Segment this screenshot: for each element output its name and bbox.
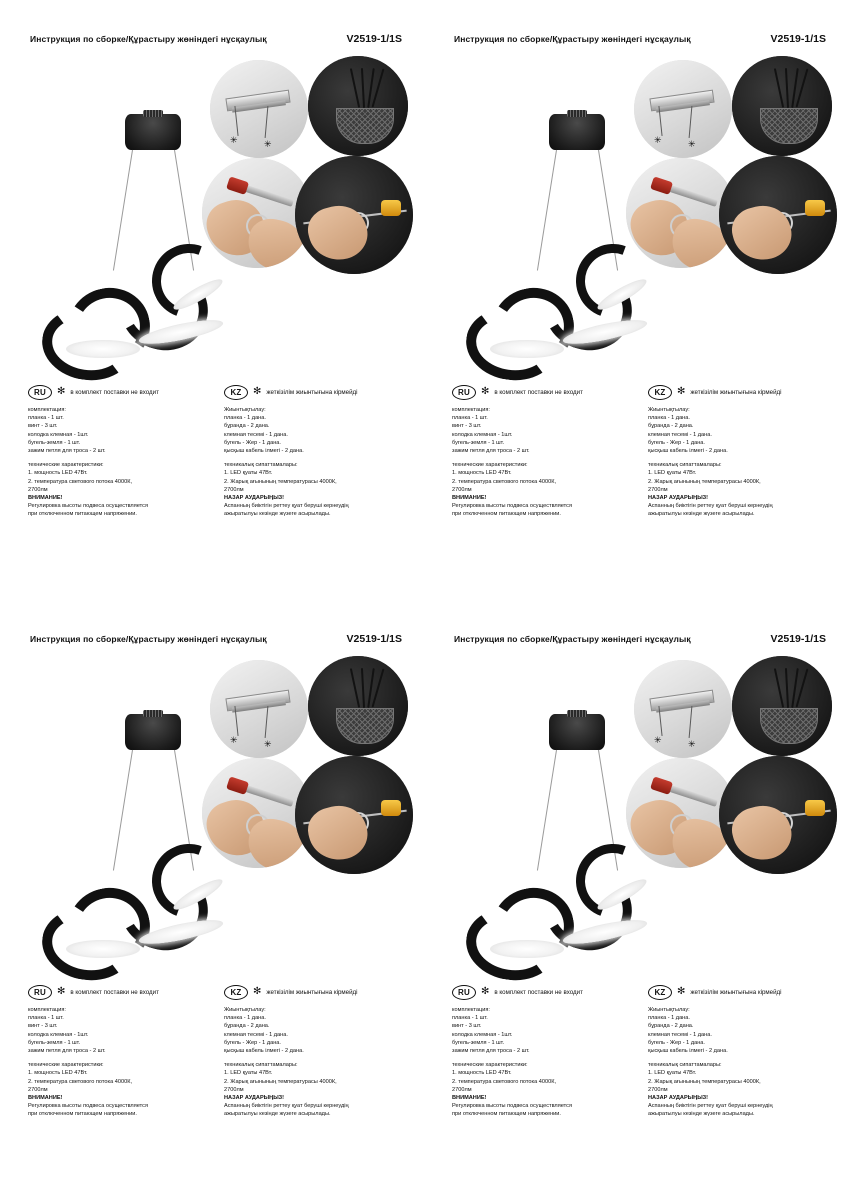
kz-not-included-note: жеткізілім жиынтығына кірмейді (690, 988, 782, 996)
ru-specs-heading: технические характеристики: (28, 462, 104, 469)
step-bubble-mesh (308, 656, 408, 756)
kz-specs-heading: техникалық сипаттамалары: (224, 462, 298, 469)
kz-kit-item: бугель - Жер - 1 дана. (648, 439, 705, 446)
cable-bundle-icon (774, 68, 804, 110)
kz-badge-row (224, 385, 404, 399)
step-bubble-bracket (634, 660, 732, 758)
kz-kit-heading: Жиынтықтылау: (648, 407, 690, 413)
step-bubble-mesh (732, 656, 832, 756)
step-bubble-clamp (295, 756, 413, 874)
step-bubble-clamp (719, 756, 837, 874)
step-bubble-bracket (210, 660, 308, 758)
ru-specs-heading: технические характеристики: (452, 1062, 528, 1069)
star-marker-icon: ✳ (688, 139, 696, 149)
led-glow-1 (490, 340, 564, 358)
ru-kit-item: зажим петля для троса - 2 шт. (28, 448, 106, 455)
kz-specs-item: 2. Жарық ағынының температурасы 4000К, (224, 478, 337, 485)
asterisk-icon: ✻ (253, 386, 262, 397)
language-badge-ru: RU (452, 985, 476, 1000)
page-title: Инструкция по сборке/Құрастыру жөніндегі нұсқаулық (30, 634, 267, 644)
kz-specs-heading: техникалық сипаттамалары: (648, 462, 722, 469)
cable-clamp-icon (805, 800, 825, 816)
instruction-panel (424, 0, 848, 600)
ru-specs-item: 2. температура светового потока 4000К, (452, 478, 557, 485)
kz-column (648, 385, 828, 519)
kz-kit-item: бұранда - 2 дана. (648, 423, 694, 430)
ru-kit-item: винт - 3 шт. (28, 423, 58, 430)
kz-specs-item: 2. Жарық ағынының температурасы 4000К, (648, 1078, 761, 1085)
cable-clamp-icon (381, 800, 401, 816)
instruction-text (452, 385, 828, 519)
kz-kit-item: бұранда - 2 дана. (224, 1023, 270, 1030)
instruction-text (28, 385, 404, 519)
kz-warning-heading: НАЗАР АУДАРЫҢЫЗ! (224, 495, 285, 502)
kz-column (224, 385, 404, 519)
kz-kit-item: бұранда - 2 дана. (224, 423, 270, 430)
kz-kit-item: клемная тесемі - 1 дана. (224, 1031, 288, 1038)
cable-clamp-icon (805, 200, 825, 216)
model-number: V2519-1/1S (770, 633, 826, 645)
ru-warning-heading: ВНИМАНИЕ! (28, 1095, 63, 1102)
step-bubble-mesh (308, 56, 408, 156)
cable-bundle-icon (350, 68, 380, 110)
language-badge-ru: RU (452, 385, 476, 400)
kz-kit-item: қысқыш кабель ілмегі - 2 дана. (648, 448, 728, 455)
ru-specs-item: 2. температура светового потока 4000К, (28, 478, 133, 485)
ru-specs-item: 2700лм (452, 1086, 472, 1093)
kz-badge-row (648, 385, 828, 399)
kz-specs-item: 1. LED қуаты 47Вт. (224, 470, 273, 477)
ru-warning-line: при отключенном питающем напряжении. (452, 511, 561, 518)
ru-kit-block (452, 1006, 632, 1119)
ru-kit-item: зажим петля для троса - 2 шт. (28, 1048, 106, 1055)
ru-not-included-note: в комплект поставки не входит (70, 388, 159, 396)
suspension-cable-left (537, 150, 557, 271)
ru-specs-item: 1. мощность LED 47Вт. (452, 1070, 512, 1077)
kz-warning-line: Аспанның биіктігін реттеу қуат беруші кернеудің (648, 1103, 773, 1110)
star-marker-icon: ✳ (264, 139, 272, 149)
suspension-cable-left (113, 150, 133, 271)
kz-kit-heading: Жиынтықтылау: (648, 1007, 690, 1013)
instruction-text (28, 985, 404, 1119)
star-marker-icon: ✳ (230, 135, 238, 145)
asterisk-icon: ✻ (677, 386, 686, 397)
led-glow-1 (66, 340, 140, 358)
ru-kit-item: колодка клемная - 1шт. (452, 1031, 513, 1038)
panel-header (30, 633, 402, 645)
kz-kit-item: планка - 1 дана. (224, 415, 266, 422)
ceiling-canopy-icon (125, 114, 181, 150)
kz-kit-item: бугель - Жер - 1 дана. (648, 1039, 705, 1046)
ru-specs-item: 2. температура светового потока 4000К, (28, 1078, 133, 1085)
kz-kit-block (648, 1006, 828, 1119)
kz-specs-item: 2700лм (224, 1086, 244, 1093)
ru-badge-row (28, 985, 208, 999)
step-bubble-bracket (210, 60, 308, 158)
ru-kit-item: планка - 1 шт. (28, 1015, 64, 1022)
ru-kit-item: колодка клемная - 1шт. (28, 1031, 89, 1038)
ru-badge-row (452, 385, 632, 399)
ru-warning-line: при отключенном питающем напряжении. (28, 511, 137, 518)
ru-kit-item: винт - 3 шт. (452, 1023, 482, 1030)
kz-not-included-note: жеткізілім жиынтығына кірмейді (266, 388, 358, 396)
kz-kit-block (224, 1006, 404, 1119)
kz-warning-line: ажыратылуы кезінде жүзеге асырылады. (648, 1111, 755, 1118)
ru-warning-heading: ВНИМАНИЕ! (28, 495, 63, 502)
kz-kit-heading: Жиынтықтылау: (224, 407, 266, 413)
kz-badge-row (224, 985, 404, 999)
ru-warning-line: при отключенном питающем напряжении. (452, 1111, 561, 1118)
ru-warning-heading: ВНИМАНИЕ! (452, 495, 487, 502)
ru-column (452, 385, 632, 519)
kz-specs-item: 2700лм (648, 1086, 668, 1093)
kz-specs-item: 1. LED қуаты 47Вт. (224, 1070, 273, 1077)
ru-kit-item: планка - 1 шт. (452, 415, 488, 422)
ru-not-included-note: в комплект поставки не входит (494, 388, 583, 396)
ceiling-canopy-icon (549, 714, 605, 750)
instruction-panel (424, 600, 848, 1200)
kz-specs-heading: техникалық сипаттамалары: (224, 1062, 298, 1069)
ru-kit-heading: комплектация: (452, 1007, 490, 1013)
kz-not-included-note: жеткізілім жиынтығына кірмейді (690, 388, 782, 396)
language-badge-kz: KZ (648, 985, 672, 1000)
panel-header (454, 633, 826, 645)
ru-specs-item: 1. мощность LED 47Вт. (28, 470, 88, 477)
page-title: Инструкция по сборке/Құрастыру жөніндегі нұсқаулық (454, 634, 691, 644)
bubble-background (210, 660, 308, 758)
instruction-panel (0, 600, 424, 1200)
ru-warning-line: Регулировка высоты подвеса осуществляется (28, 503, 148, 510)
kz-kit-item: планка - 1 дана. (648, 1015, 690, 1022)
kz-warning-line: ажыратылуы кезінде жүзеге асырылады. (648, 511, 755, 518)
page-title: Инструкция по сборке/Құрастыру жөніндегі нұсқаулық (454, 34, 691, 44)
led-glow-1 (66, 940, 140, 958)
star-marker-icon: ✳ (688, 739, 696, 749)
ru-column (28, 985, 208, 1119)
lamp-product-drawing (444, 692, 654, 942)
kz-specs-item: 1. LED қуаты 47Вт. (648, 470, 697, 477)
ru-badge-row (28, 385, 208, 399)
cable-clamp-icon (381, 200, 401, 216)
assembly-illustrations (20, 648, 410, 948)
kz-warning-line: ажыратылуы кезінде жүзеге асырылады. (224, 1111, 331, 1118)
model-number: V2519-1/1S (346, 33, 402, 45)
ru-kit-item: колодка клемная - 1шт. (28, 431, 89, 438)
instruction-text (452, 985, 828, 1119)
kz-column (648, 985, 828, 1119)
led-glow-1 (490, 940, 564, 958)
kz-warning-line: Аспанның биіктігін реттеу қуат беруші кернеудің (224, 503, 349, 510)
ru-not-included-note: в комплект поставки не входит (70, 988, 159, 996)
ru-kit-heading: комплектация: (28, 1007, 66, 1013)
step-bubble-clamp (719, 156, 837, 274)
ru-warning-line: Регулировка высоты подвеса осуществляется (452, 1103, 572, 1110)
ru-kit-item: бугель-земля - 1 шт. (28, 439, 81, 446)
suspension-cable-left (113, 750, 133, 871)
kz-kit-item: клемная тесемі - 1 дана. (648, 431, 712, 438)
step-bubble-bracket (634, 60, 732, 158)
ru-kit-block (452, 406, 632, 519)
kz-kit-item: бугель - Жер - 1 дана. (224, 439, 281, 446)
kz-kit-item: клемная тесемі - 1 дана. (224, 431, 288, 438)
language-badge-kz: KZ (224, 985, 248, 1000)
ru-warning-heading: ВНИМАНИЕ! (452, 1095, 487, 1102)
kz-specs-heading: техникалық сипаттамалары: (648, 1062, 722, 1069)
ru-specs-item: 2700лм (28, 486, 48, 493)
model-number: V2519-1/1S (770, 33, 826, 45)
asterisk-icon: ✻ (57, 386, 66, 397)
ru-kit-block (28, 406, 208, 519)
instruction-panel (0, 0, 424, 600)
kz-specs-item: 2700лм (648, 486, 668, 493)
star-marker-icon: ✳ (654, 735, 662, 745)
kz-specs-item: 1. LED қуаты 47Вт. (648, 1070, 697, 1077)
ru-kit-block (28, 1006, 208, 1119)
bubble-background (210, 60, 308, 158)
language-badge-kz: KZ (648, 385, 672, 400)
cable-bundle-icon (774, 668, 804, 710)
kz-kit-item: қысқыш кабель ілмегі - 2 дана. (648, 1048, 728, 1055)
language-badge-ru: RU (28, 985, 52, 1000)
kz-kit-item: клемная тесемі - 1 дана. (648, 1031, 712, 1038)
step-bubble-clamp (295, 156, 413, 274)
ru-kit-heading: комплектация: (28, 407, 66, 413)
ru-column (452, 985, 632, 1119)
suspension-cable-left (537, 750, 557, 871)
ru-kit-item: зажим петля для троса - 2 шт. (452, 1048, 530, 1055)
ru-specs-item: 2700лм (28, 1086, 48, 1093)
ru-kit-item: винт - 3 шт. (28, 1023, 58, 1030)
assembly-illustrations (444, 648, 834, 948)
bubble-background (634, 60, 732, 158)
ru-kit-item: колодка клемная - 1шт. (452, 431, 513, 438)
model-number: V2519-1/1S (346, 633, 402, 645)
language-badge-ru: RU (28, 385, 52, 400)
kz-kit-block (648, 406, 828, 519)
ru-specs-heading: технические характеристики: (452, 462, 528, 469)
kz-kit-item: бұранда - 2 дана. (648, 1023, 694, 1030)
page-title: Инструкция по сборке/Құрастыру жөніндегі нұсқаулық (30, 34, 267, 44)
ru-specs-heading: технические характеристики: (28, 1062, 104, 1069)
asterisk-icon: ✻ (253, 986, 262, 997)
panel-header (454, 33, 826, 45)
ru-specs-item: 2700лм (452, 486, 472, 493)
kz-warning-line: Аспанның биіктігін реттеу қуат беруші кернеудің (648, 503, 773, 510)
ru-badge-row (452, 985, 632, 999)
ru-kit-item: бугель-земля - 1 шт. (452, 1039, 505, 1046)
asterisk-icon: ✻ (57, 986, 66, 997)
kz-column (224, 985, 404, 1119)
ru-kit-item: планка - 1 шт. (28, 415, 64, 422)
kz-kit-item: планка - 1 дана. (224, 1015, 266, 1022)
kz-warning-heading: НАЗАР АУДАРЫҢЫЗ! (648, 495, 709, 502)
kz-not-included-note: жеткізілім жиынтығына кірмейді (266, 988, 358, 996)
ceiling-canopy-icon (549, 114, 605, 150)
kz-kit-item: қысқыш кабель ілмегі - 2 дана. (224, 448, 304, 455)
ru-not-included-note: в комплект поставки не входит (494, 988, 583, 996)
kz-kit-item: қысқыш кабель ілмегі - 2 дана. (224, 1048, 304, 1055)
ru-specs-item: 1. мощность LED 47Вт. (28, 1070, 88, 1077)
kz-warning-heading: НАЗАР АУДАРЫҢЫЗ! (224, 1095, 285, 1102)
ceiling-canopy-icon (125, 714, 181, 750)
lamp-product-drawing (20, 92, 230, 342)
step-bubble-mesh (732, 56, 832, 156)
kz-specs-item: 2. Жарық ағынының температурасы 4000К, (224, 1078, 337, 1085)
kz-badge-row (648, 985, 828, 999)
kz-warning-line: Аспанның биіктігін реттеу қуат беруші кернеудің (224, 1103, 349, 1110)
panel-header (30, 33, 402, 45)
lamp-product-drawing (20, 692, 230, 942)
ru-kit-heading: комплектация: (452, 407, 490, 413)
asterisk-icon: ✻ (481, 386, 490, 397)
asterisk-icon: ✻ (677, 986, 686, 997)
asterisk-icon: ✻ (481, 986, 490, 997)
ru-kit-item: бугель-земля - 1 шт. (28, 1039, 81, 1046)
star-marker-icon: ✳ (230, 735, 238, 745)
kz-specs-item: 2. Жарық ағынының температурасы 4000К, (648, 478, 761, 485)
kz-warning-heading: НАЗАР АУДАРЫҢЫЗ! (648, 1095, 709, 1102)
assembly-illustrations (444, 48, 834, 348)
cable-bundle-icon (350, 668, 380, 710)
assembly-illustrations (20, 48, 410, 348)
kz-specs-item: 2700лм (224, 486, 244, 493)
ru-kit-item: винт - 3 шт. (452, 423, 482, 430)
star-marker-icon: ✳ (654, 135, 662, 145)
kz-kit-heading: Жиынтықтылау: (224, 1007, 266, 1013)
lamp-product-drawing (444, 92, 654, 342)
ru-kit-item: зажим петля для троса - 2 шт. (452, 448, 530, 455)
kz-warning-line: ажыратылуы кезінде жүзеге асырылады. (224, 511, 331, 518)
ru-kit-item: планка - 1 шт. (452, 1015, 488, 1022)
ru-specs-item: 1. мощность LED 47Вт. (452, 470, 512, 477)
language-badge-kz: KZ (224, 385, 248, 400)
ru-kit-item: бугель-земля - 1 шт. (452, 439, 505, 446)
ru-warning-line: при отключенном питающем напряжении. (28, 1111, 137, 1118)
ru-column (28, 385, 208, 519)
ru-warning-line: Регулировка высоты подвеса осуществляется (452, 503, 572, 510)
ru-specs-item: 2. температура светового потока 4000К, (452, 1078, 557, 1085)
kz-kit-block (224, 406, 404, 519)
kz-kit-item: планка - 1 дана. (648, 415, 690, 422)
kz-kit-item: бугель - Жер - 1 дана. (224, 1039, 281, 1046)
star-marker-icon: ✳ (264, 739, 272, 749)
bubble-background (634, 660, 732, 758)
ru-warning-line: Регулировка высоты подвеса осуществляется (28, 1103, 148, 1110)
